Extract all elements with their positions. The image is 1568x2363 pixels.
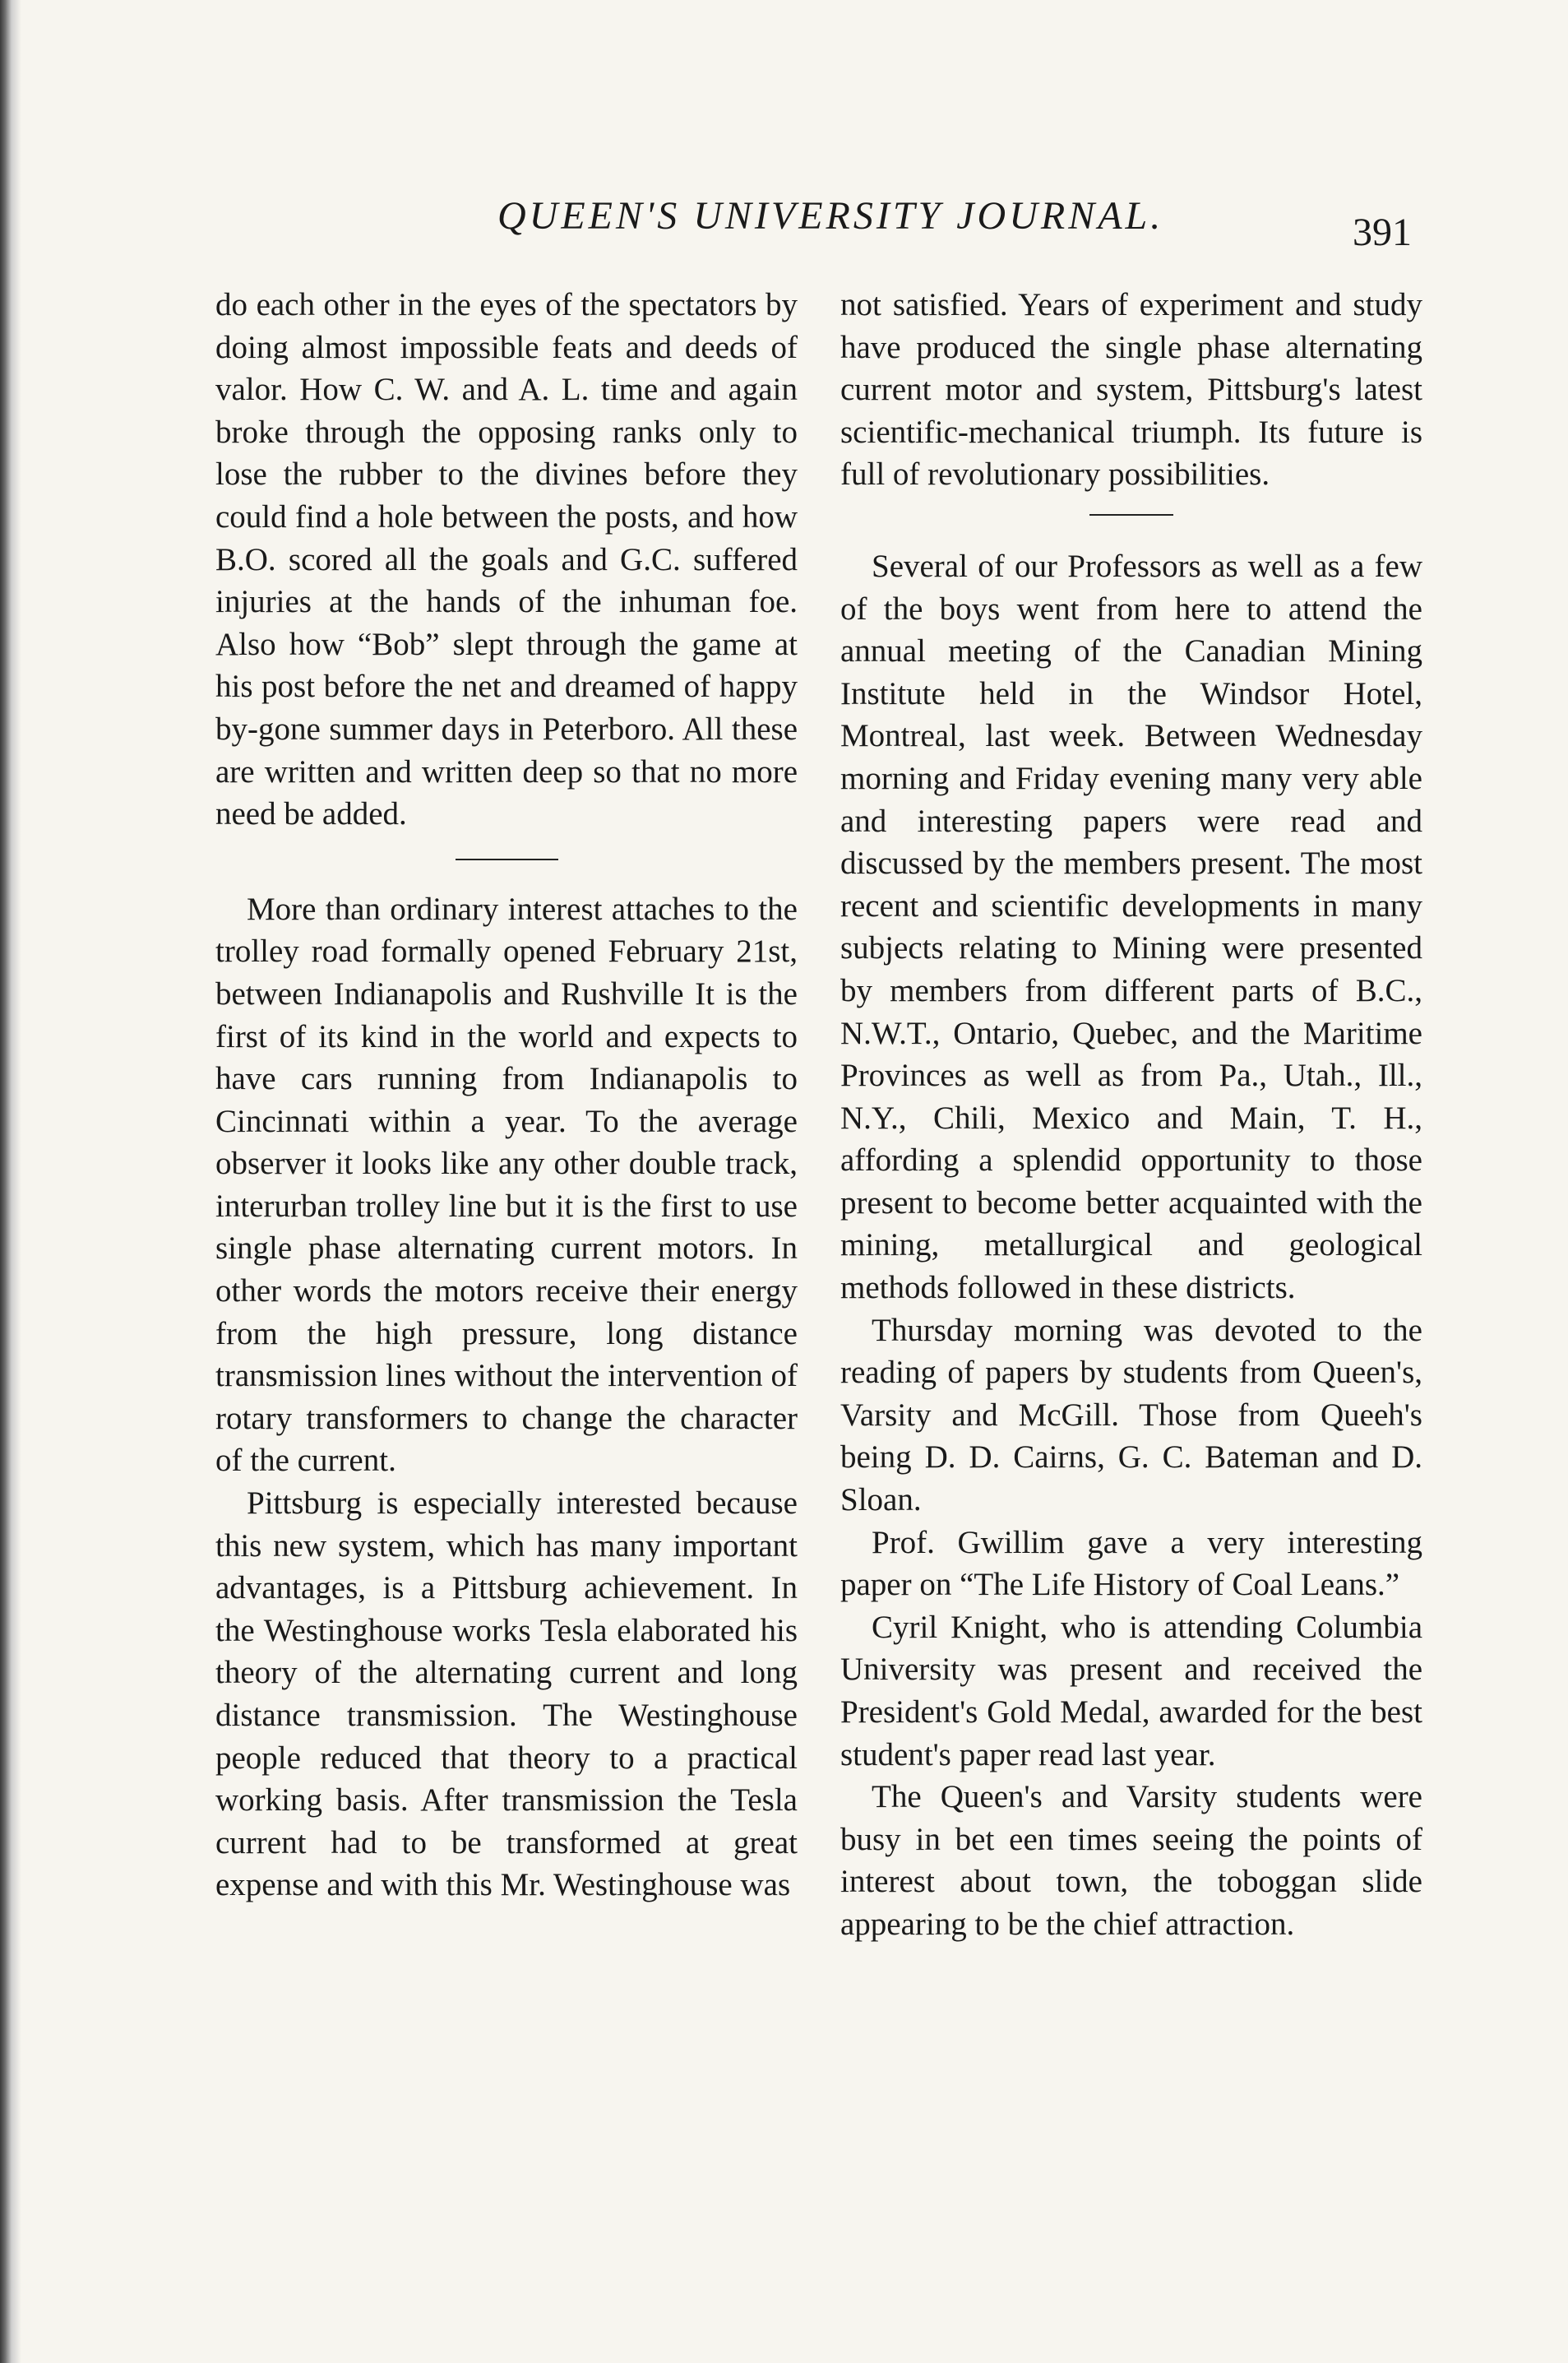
right-paragraph-students: The Queen's and Varsity students were busy in bet een times seeing the points of interest about town, the toboggan slide appearing to be the chief attraction. (840, 1779, 1422, 1942)
right-column (840, 284, 1422, 1946)
right-paragraph-continuation: not satisfied. Years of experiment and study have produced the single phase alternating current motor and system, Pittsburg's latest scientific-mechanical triumph. Its future is full of revolutionary possibilities. (840, 287, 1422, 493)
right-paragraph-mining-institute: Several of our Professors as well as a few of the boys went from here to attend the annual meeting of the Canadian Mining Institute held in the Windsor Hotel, Montreal, last week. Between Wednesday morning and Friday evening many very able and interesting papers were read and discussed by the members present. The most recent and scientific developments in many subjects relating to Mining were presented by members from different parts of B.C., N.W.T., Ontario, Quebec, and the Maritime Provinces as well as from Pa., Utah., Ill., N.Y., Chili, Mexico and Main, T. H., affording a splendid opportunity to those present to become better acquainted with the mining, metallurgical and geological methods followed in these districts. (840, 548, 1422, 1306)
running-header-title: QUEEN'S UNIVERSITY JOURNAL. (497, 194, 1164, 238)
left-column (215, 284, 798, 1907)
right-paragraph-thursday: Thursday morning was devoted to the reading of papers by students from Queen's, Varsity and McGill. Those from Queeh's being D. D. Cairns, G. C. Bateman and D. Sloan. (840, 1312, 1422, 1518)
binding-edge-shadow (0, 0, 21, 2363)
left-paragraph-pittsburg: Pittsburg is especially interested because this new system, which has many important advantages, is a Pittsburg achievement. In the Westinghouse works Tesla elaborated his theory of the alternating current and long distance transmission. The Westinghouse people reduced that theory to a practical working basis. After transmission the Tesla current had to be transformed at great expense and with this Mr. Westinghouse was (215, 1485, 798, 1903)
section-divider (1089, 514, 1173, 516)
left-paragraph-trolley: More than ordinary interest attaches to the trolley road formally opened February 21st, between Indianapolis and Rushville It is the first of its kind in the world and expects to have cars running from Indianapolis to Cincinnati within a year. To the average observer it looks like any other double track, interurban trolley line but it is the first to use single phase alternating current motors. In other words the motors receive their energy from the high pressure, long distance transmission lines without the intervention of rotary transformers to change the character of the current. (215, 891, 798, 1479)
left-paragraph-hockey: do each other in the eyes of the spectators by doing almost impossible feats and deeds of valor. How C. W. and A. L. time and again broke through the opposing ranks only to lose the rubber to the divines before they could find a hole between the posts, and how B.O. scored all the goals and G.C. suffered injuries at the hands of the inhuman foe. Also how “Bob” slept through the game at his post before the net and dreamed of happy by-gone summer days in Peterboro. All these are written and written deep so that no more need be added. (215, 287, 798, 832)
right-paragraph-knight: Cyril Knight, who is attending Columbia University was present and received the President's Gold Medal, awarded for the best student's paper read last year. (840, 1609, 1422, 1772)
section-divider (456, 859, 558, 860)
page-number: 391 (1353, 211, 1412, 254)
right-paragraph-gwillim: Prof. Gwillim gave a very interesting paper on “The Life History of Coal Leans.” (840, 1524, 1422, 1603)
